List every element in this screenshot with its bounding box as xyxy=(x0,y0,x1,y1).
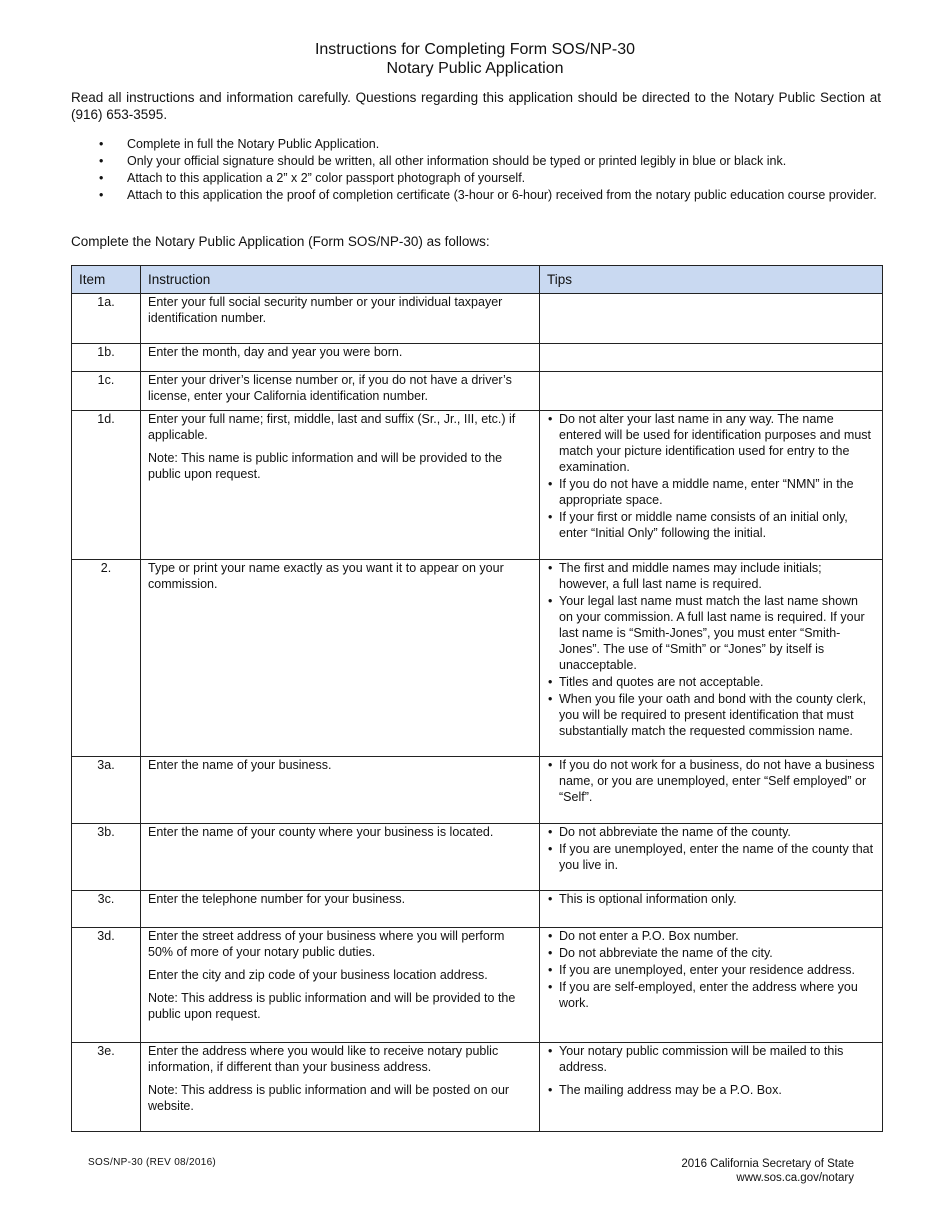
copyright-text: 2016 California Secretary of State xyxy=(681,1158,854,1170)
tips-list xyxy=(547,891,875,907)
requirement-item: • Only your official signature should be written, all other information should be typed or printed legibly in blue or black ink. xyxy=(71,153,881,170)
table-body xyxy=(72,294,883,1132)
tip-item: • The first and middle names may include initials; however, a full last name is required. xyxy=(547,560,875,592)
item-number: 1d. xyxy=(72,411,141,560)
tips-list xyxy=(547,757,875,805)
tips-cell xyxy=(540,928,883,1043)
tips-cell xyxy=(540,344,883,372)
instruction-cell xyxy=(141,560,540,757)
tip-item: • If you are self-employed, enter the address where you work. xyxy=(547,979,875,1011)
requirement-item: • Complete in full the Notary Public Application. xyxy=(71,136,881,153)
table-lead-text: Complete the Notary Public Application (Form SOS/NP-30) as follows: xyxy=(71,234,490,249)
item-number: 1c. xyxy=(72,372,141,411)
table-row xyxy=(72,560,883,757)
tip-item: • This is optional information only. xyxy=(547,891,875,907)
instruction-text: Enter the name of your county where your business is located. xyxy=(148,825,494,839)
instruction-text: Enter the telephone number for your business. xyxy=(148,892,406,906)
tips-list xyxy=(547,928,875,1011)
item-number: 2. xyxy=(72,560,141,757)
instructions-table xyxy=(71,265,883,1132)
tips-cell xyxy=(540,372,883,411)
instruction-cell xyxy=(141,824,540,891)
tips-cell xyxy=(540,891,883,928)
tip-item: • Your notary public commission will be mailed to this address. xyxy=(547,1043,875,1075)
tips-list xyxy=(547,1043,875,1098)
tip-item: • Do not alter your last name in any way. The name entered will be used for identification purposes and must match your picture identification used for entry to the examination. xyxy=(547,411,875,475)
table-row xyxy=(72,928,883,1043)
instruction-text: Note: This name is public information and will be provided to the public upon request. xyxy=(148,451,503,481)
instruction-cell xyxy=(141,757,540,824)
requirements-list xyxy=(71,136,881,204)
tip-item: • If you are unemployed, enter the name of the county that you live in. xyxy=(547,841,875,873)
instruction-text: Enter your driver’s license number or, if you do not have a driver’s license, enter your California identification number. xyxy=(148,373,512,403)
title-line-1: Instructions for Completing Form SOS/NP-30 xyxy=(314,41,636,58)
table-row xyxy=(72,757,883,824)
form-revision-label: SOS/NP-30 (REV 08/2016) xyxy=(88,1157,217,1168)
instruction-cell xyxy=(141,928,540,1043)
instruction-text: Note: This address is public information and will be posted on our website. xyxy=(148,1083,510,1113)
tips-list xyxy=(547,560,875,739)
instruction-text: Enter the name of your business. xyxy=(148,758,332,772)
tips-cell xyxy=(540,1043,883,1132)
instruction-text: Enter your full name; first, middle, last and suffix (Sr., Jr., III, etc.) if applicable. xyxy=(148,412,516,442)
table-row xyxy=(72,891,883,928)
tips-list xyxy=(547,411,875,541)
tip-item: • When you file your oath and bond with the county clerk, you will be required to present identification that must substantially match the requested commission name. xyxy=(547,691,875,739)
item-number: 3c. xyxy=(72,891,141,928)
instruction-cell xyxy=(141,372,540,411)
tip-item: • Your legal last name must match the last name shown on your commission. A full last name is required. If your last name is “Smith-Jones”, you must enter “Smith-Jones”. The use of “Smith” or “Jones” by itself is unacceptable. xyxy=(547,593,875,673)
instruction-cell xyxy=(141,344,540,372)
requirement-item: • Attach to this application a 2” x 2” color passport photograph of yourself. xyxy=(71,170,881,187)
tip-item: • Do not abbreviate the name of the city. xyxy=(547,945,875,961)
tip-item: • Do not abbreviate the name of the county. xyxy=(547,824,875,840)
table-row xyxy=(72,344,883,372)
tip-item: • Do not enter a P.O. Box number. xyxy=(547,928,875,944)
title-line-2: Notary Public Application xyxy=(386,60,564,77)
tip-item: • If your first or middle name consists of an initial only, enter “Initial Only” following the initial. xyxy=(547,509,875,541)
tip-item: • Titles and quotes are not acceptable. xyxy=(547,674,875,690)
instruction-text: Enter your full social security number or your individual taxpayer identification number. xyxy=(148,295,503,325)
instruction-cell xyxy=(141,1043,540,1132)
tips-list xyxy=(547,824,875,873)
instruction-text: Note: This address is public information and will be provided to the public upon request. xyxy=(148,991,516,1021)
item-number: 3a. xyxy=(72,757,141,824)
table-row xyxy=(72,294,883,344)
tips-cell xyxy=(540,294,883,344)
page-title xyxy=(0,40,950,78)
instruction-text: Type or print your name exactly as you want it to appear on your commission. xyxy=(148,561,504,591)
instruction-cell xyxy=(141,411,540,560)
item-number: 3e. xyxy=(72,1043,141,1132)
instruction-text: Enter the month, day and year you were born. xyxy=(148,345,403,359)
item-number: 1b. xyxy=(72,344,141,372)
requirement-item: • Attach to this application the proof of completion certificate (3-hour or 6-hour) received from the notary public education course provider. xyxy=(71,187,881,204)
tip-item: • If you do not work for a business, do not have a business name, or you are unemployed, enter “Self employed” or “Self”. xyxy=(547,757,875,805)
tip-item: • If you do not have a middle name, enter “NMN” in the appropriate space. xyxy=(547,476,875,508)
tip-item: • If you are unemployed, enter your residence address. xyxy=(547,962,875,978)
tips-cell xyxy=(540,560,883,757)
column-header-tips: Tips xyxy=(540,266,883,294)
footer-credits xyxy=(681,1157,854,1185)
instruction-text: Enter the street address of your business where you will perform 50% of more of your notary public duties. xyxy=(148,929,505,959)
instruction-text: Enter the address where you would like to receive notary public information, if different than your business address. xyxy=(148,1044,499,1074)
tips-cell xyxy=(540,824,883,891)
instruction-cell xyxy=(141,294,540,344)
item-number: 3b. xyxy=(72,824,141,891)
tip-item: • The mailing address may be a P.O. Box. xyxy=(547,1082,875,1098)
column-header-instruction: Instruction xyxy=(141,266,540,294)
intro-paragraph: Read all instructions and information carefully. Questions regarding this application should be directed to the Notary Public Section at (916) 653-3595. xyxy=(71,90,881,122)
table-row xyxy=(72,411,883,560)
tips-cell xyxy=(540,757,883,824)
item-number: 1a. xyxy=(72,294,141,344)
table-row xyxy=(72,372,883,411)
website-link[interactable]: www.sos.ca.gov/notary xyxy=(736,1172,854,1184)
table-row xyxy=(72,1043,883,1132)
column-header-item: Item xyxy=(72,266,141,294)
item-number: 3d. xyxy=(72,928,141,1043)
table-row xyxy=(72,824,883,891)
instruction-text: Enter the city and zip code of your business location address. xyxy=(148,968,488,982)
tips-cell xyxy=(540,411,883,560)
table-header-row xyxy=(72,266,883,294)
instruction-cell xyxy=(141,891,540,928)
